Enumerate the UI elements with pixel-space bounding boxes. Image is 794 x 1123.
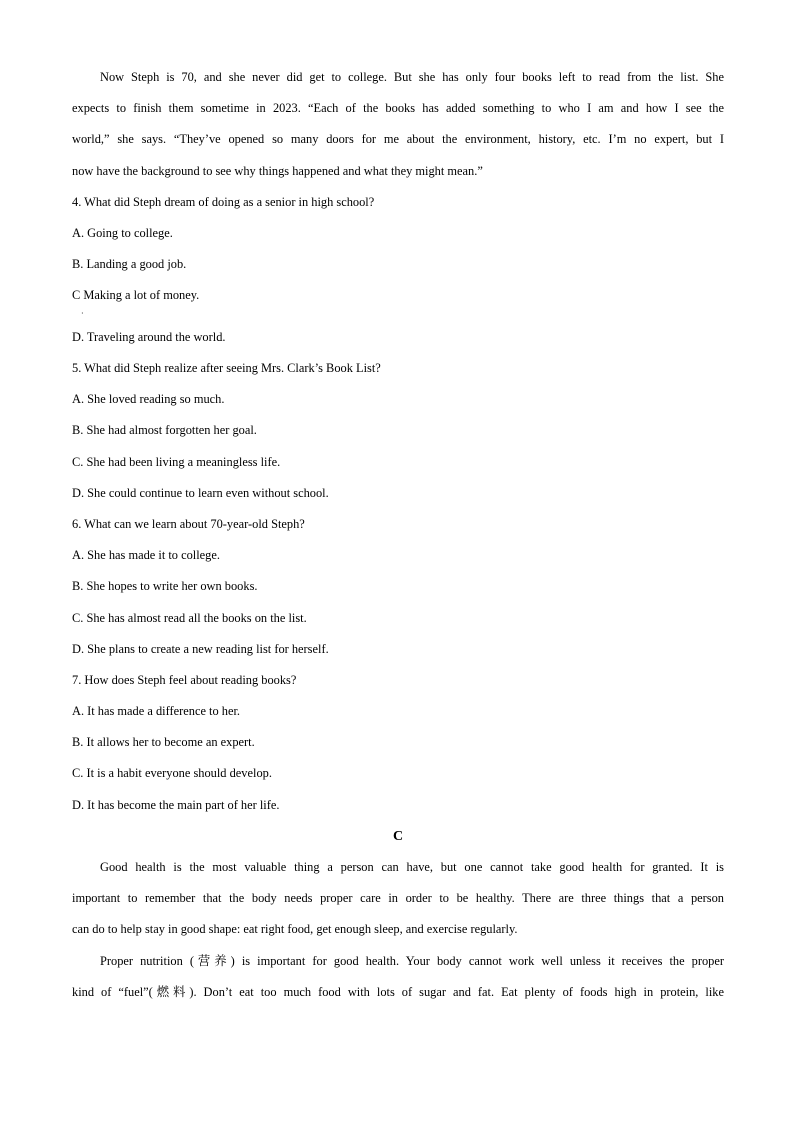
- question-6: [72, 509, 724, 665]
- paragraph-line: Proper nutrition (营养) is important for good health. Your body cannot work well unless it receives the proper: [100, 953, 724, 968]
- section-c-paragraph-2: [72, 946, 724, 1008]
- question-option: C. She had been living a meaningless life.: [72, 454, 281, 469]
- question-option: D. It has become the main part of her life.: [72, 797, 280, 812]
- question-option: A. She loved reading so much.: [72, 392, 225, 407]
- question-option: A. Going to college.: [72, 225, 173, 240]
- question-option: B. It allows her to become an expert.: [72, 735, 255, 750]
- question-option: A. She has made it to college.: [72, 548, 220, 563]
- question-7: [72, 665, 724, 821]
- paragraph-line: important to remember that the body needs proper care in order to be healthy. There are three things that a person: [72, 891, 724, 906]
- section-c-paragraph-1: [72, 852, 724, 946]
- question-4: [72, 187, 724, 353]
- paragraph-line: now have the background to see why things happened and what they might mean.”: [72, 163, 483, 178]
- paragraph-line: can do to help stay in good shape: eat right food, get enough sleep, and exercise regularly.: [72, 922, 518, 937]
- question-option: C. It is a habit everyone should develop.: [72, 766, 272, 781]
- paragraph-line: Good health is the most valuable thing a person can have, but one cannot take good health for granted. It is: [100, 860, 724, 874]
- question-stem: 4. What did Steph dream of doing as a senior in high school?: [72, 194, 375, 209]
- stray-dot-mark: ·: [81, 309, 84, 319]
- question-option: A. It has made a difference to her.: [72, 704, 241, 719]
- question-option-wrapper: [72, 280, 724, 322]
- paragraph-line: expects to finish them sometime in 2023. “Each of the books has added something to who I am and how I see the: [72, 101, 724, 116]
- question-stem: 7. How does Steph feel about reading books?: [72, 672, 297, 687]
- question-option: C Making a lot of money.: [72, 288, 200, 303]
- question-option: B. She hopes to write her own books.: [72, 579, 258, 594]
- question-option: D. She plans to create a new reading list for herself.: [72, 641, 329, 656]
- paragraph-line: kind of “fuel”(燃料). Don’t eat too much food with lots of sugar and fat. Eat plenty of foods high in protein, like: [72, 984, 724, 999]
- paragraph-line: world,” she says. “They’ve opened so many doors for me about the environment, history, etc. I’m no expert, but I: [72, 132, 724, 147]
- question-option: B. She had almost forgotten her goal.: [72, 423, 257, 438]
- question-5: [72, 353, 724, 509]
- document-page: [72, 62, 724, 1008]
- paragraph-line: Now Steph is 70, and she never did get to college. But she has only four books left to read from the list. She: [100, 70, 724, 84]
- passage-paragraph: [72, 62, 724, 187]
- question-stem: 6. What can we learn about 70-year-old Steph?: [72, 516, 305, 531]
- question-stem: 5. What did Steph realize after seeing Mrs. Clark’s Book List?: [72, 361, 381, 375]
- question-option: C. She has almost read all the books on the list.: [72, 610, 307, 625]
- question-option: D. Traveling around the world.: [72, 329, 226, 344]
- question-option: B. Landing a good job.: [72, 257, 187, 272]
- question-option: D. She could continue to learn even without school.: [72, 485, 329, 500]
- section-heading: C: [392, 828, 404, 844]
